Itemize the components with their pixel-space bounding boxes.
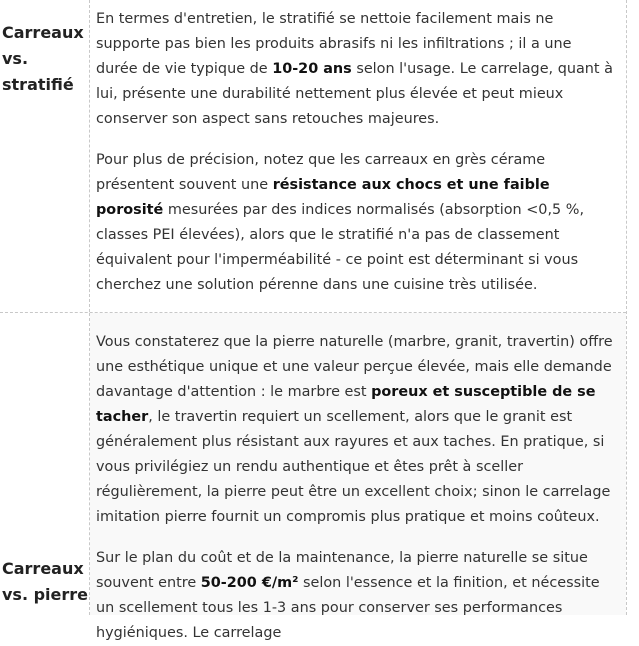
text-run: Sur le plan du coût et de la maintenance, la pierre naturelle se situe souvent entre: [96, 550, 588, 591]
bold-text: poreux et susceptible de se tacher: [96, 384, 596, 425]
text-run: Pour plus de précision, notez que les carreaux en grès cérame présentent souvent une: [96, 152, 546, 193]
text-run: , le travertin requiert un scellement, alors que le granit est généralement plus résistant aux rayures et aux taches. En pratique, si vous privilégiez un rendu authentique et êtes prêt à sceller régulièrement, la pierre peut être un excellent choix; sinon le carrelage imitation pierre fournit un compromis plus pratique et moins coûteux.: [96, 409, 611, 525]
text-run: mesurées par des indices normalisés (absorption <0,5 %, classes PEI élevées), alors que le stratifié n'a pas de classement équivalent pour l'imperméabilité - ce point est déterminant si vous cherchez une solution pérenne dans une cuisine très utilisée.: [96, 202, 585, 293]
text-run: selon l'usage. Le carrelage, quant à lui, présente une durabilité nettement plus élevée et peut mieux conserver son aspect sans retouches majeures.: [96, 61, 613, 127]
bold-text: 10-20 ans: [272, 61, 352, 77]
row-label-text: Carreaux vs. stratifié: [2, 23, 84, 94]
bold-text: résistance aux chocs et une faible porosité: [96, 177, 550, 218]
paragraph: [96, 313, 614, 530]
row-content: [90, 313, 626, 641]
bold-text: 50-200 €/m²: [200, 575, 299, 591]
text-run: selon l'essence et la finition, et nécessite un scellement tous les 1-3 ans pour conserver ses performances hygiéniques. Le carrelage: [96, 575, 600, 641]
paragraph: [96, 148, 614, 312]
row-label-text: Carreaux vs. pierre: [2, 559, 89, 604]
row-label: [0, 0, 90, 312]
row-label: [0, 313, 90, 615]
row-content: [90, 0, 626, 312]
paragraph: [96, 0, 614, 132]
text-run: En termes d'entretien, le stratifié se nettoie facilement mais ne supporte pas bien les produits abrasifs ni les infiltrations ; il a une durée de vie typique de: [96, 11, 572, 77]
text-run: Vous constaterez que la pierre naturelle (marbre, granit, travertin) offre une esthétique unique et une valeur perçue élevée, mais elle demande davantage d'attention : le marbre est: [96, 334, 613, 400]
table-row: [0, 313, 626, 641]
table-row: [0, 0, 626, 313]
paragraph: [96, 546, 614, 646]
